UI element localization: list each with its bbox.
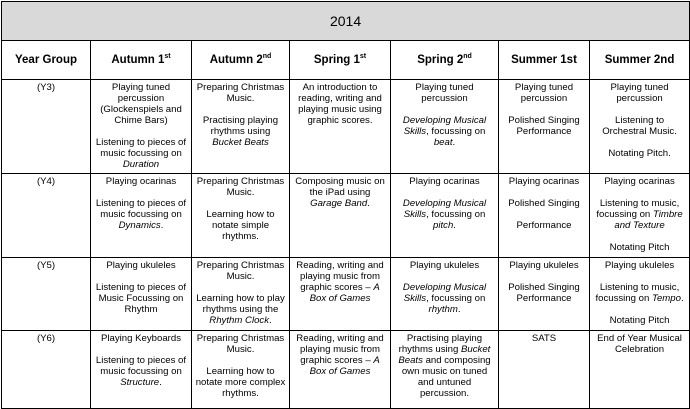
cell-y4-spring1: Composing music on the iPad using Garage Band. xyxy=(290,174,391,258)
year-label-y5: (Y5) xyxy=(2,258,91,331)
cell-y5-spring2: Playing ukuleles Developing Musical Skills, focussing on rhythm. xyxy=(391,258,499,331)
year-label-y4: (Y4) xyxy=(2,174,91,258)
table-row-y5 xyxy=(2,258,690,331)
cell-y5-summer2: Playing ukuleles Listening to music, focussing on Tempo. Notating Pitch xyxy=(590,258,690,331)
cell-y5-summer1: Playing ukuleles Polished Singing Performance xyxy=(499,258,590,331)
cell-y3-autumn2: Preparing Christmas Music. Practising playing rhythms using Bucket Beats xyxy=(192,80,290,174)
cell-y6-autumn1: Playing Keyboards Listening to pieces of music focussing on Structure. xyxy=(91,331,192,409)
header-autumn-1: Autumn 1st xyxy=(91,41,192,80)
year-label-y6: (Y6) xyxy=(2,331,91,409)
table-row-y3 xyxy=(2,80,690,174)
header-year-group: Year Group xyxy=(2,41,91,80)
header-spring-1: Spring 1st xyxy=(290,41,391,80)
header-summer-2: Summer 2nd xyxy=(590,41,690,80)
cell-y5-autumn1: Playing ukuleles Listening to pieces of Music Focussing on Rhythm xyxy=(91,258,192,331)
header-summer-1: Summer 1st xyxy=(499,41,590,80)
cell-y5-spring1: Reading, writing and playing music from graphic scores – A Box of Games xyxy=(290,258,391,331)
table-row-y4 xyxy=(2,174,690,258)
cell-y3-autumn1: Playing tuned percussion (Glockenspiels and Chime Bars) Listening to pieces of music focussing on Duration xyxy=(91,80,192,174)
cell-y6-spring2: Practising playing rhythms using Bucket Beats and composing own music on tuned and untuned percussion. xyxy=(391,331,499,409)
curriculum-table xyxy=(1,1,690,409)
cell-y3-summer2: Playing tuned percussion Listening to Orchestral Music. Notating Pitch. xyxy=(590,80,690,174)
cell-y4-summer1: Playing ocarinas Polished Singing Performance xyxy=(499,174,590,258)
table-title: 2014 xyxy=(2,2,690,41)
cell-y4-spring2: Playing ocarinas Developing Musical Skills, focussing on pitch. xyxy=(391,174,499,258)
cell-y3-spring2: Playing tuned percussion Developing Musical Skills, focussing on beat. xyxy=(391,80,499,174)
cell-y3-spring1: An introduction to reading, writing and playing music using graphic scores. xyxy=(290,80,391,174)
cell-y5-autumn2: Preparing Christmas Music. Learning how to play rhythms using the Rhythm Clock. xyxy=(192,258,290,331)
cell-y6-autumn2: Preparing Christmas Music. Learning how to notate more complex rhythms. xyxy=(192,331,290,409)
cell-y4-summer2: Playing ocarinas Listening to music, focussing on Timbre and Texture Notating Pitch xyxy=(590,174,690,258)
header-autumn-2: Autumn 2nd xyxy=(192,41,290,80)
cell-y6-summer2: End of Year Musical Celebration xyxy=(590,331,690,409)
cell-y3-summer1: Playing tuned percussion Polished Singing Performance xyxy=(499,80,590,174)
table-row-y6 xyxy=(2,331,690,409)
cell-y6-spring1: Reading, writing and playing music from graphic scores – A Box of Games xyxy=(290,331,391,409)
cell-y4-autumn1: Playing ocarinas Listening to pieces of music focussing on Dynamics. xyxy=(91,174,192,258)
header-spring-2: Spring 2nd xyxy=(391,41,499,80)
year-label-y3: (Y3) xyxy=(2,80,91,174)
cell-y4-autumn2: Preparing Christmas Music. Learning how to notate simple rhythms. xyxy=(192,174,290,258)
cell-y6-summer1: SATS xyxy=(499,331,590,409)
